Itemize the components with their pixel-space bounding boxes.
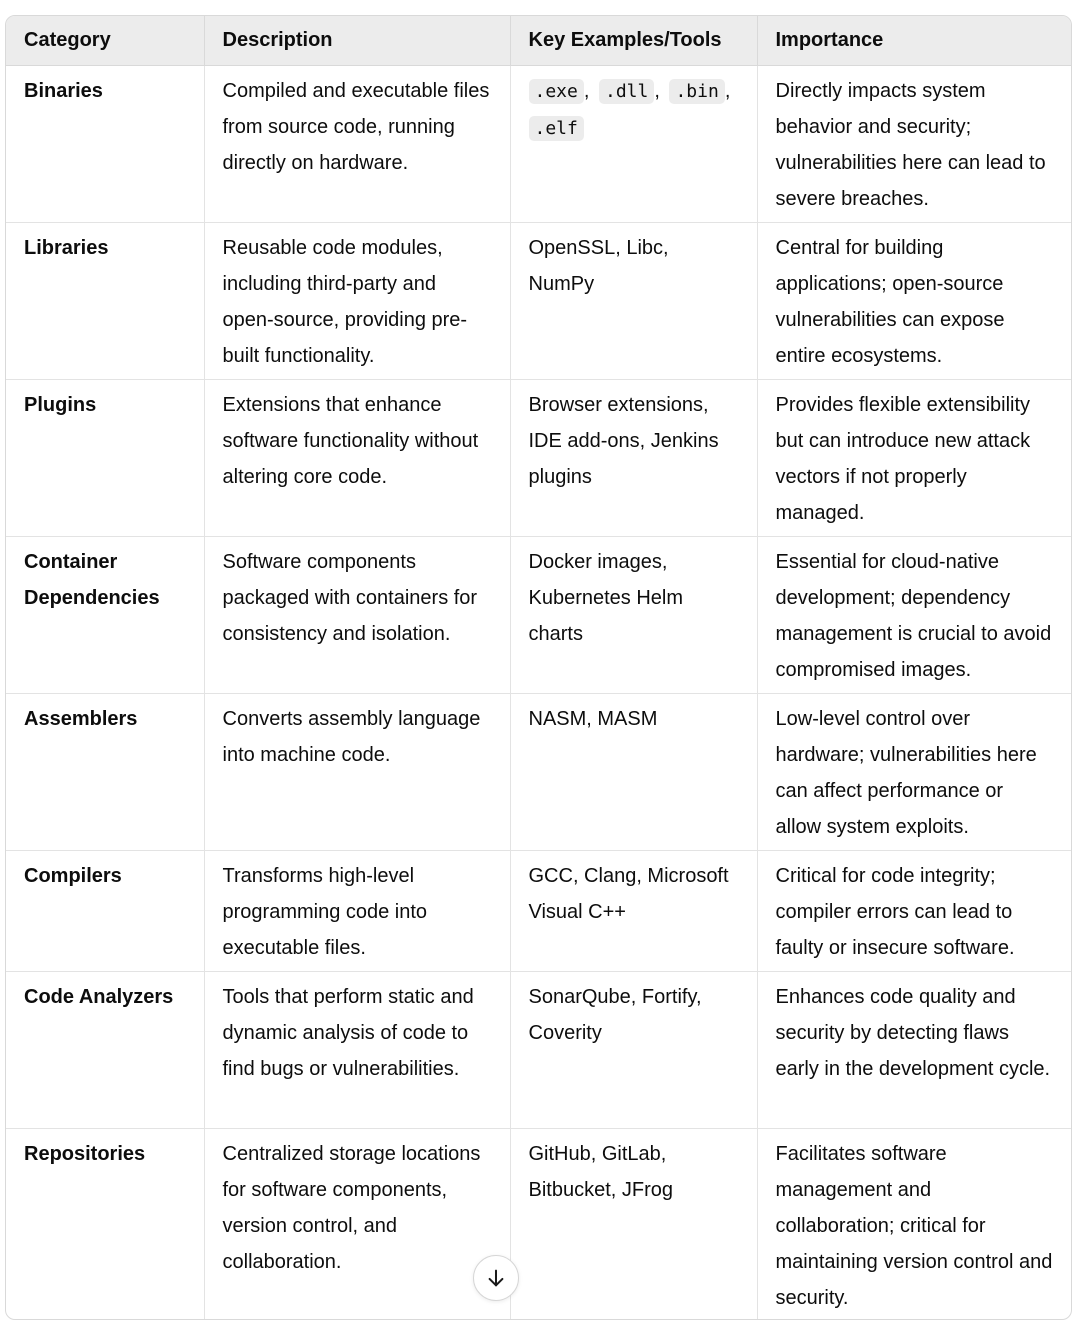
code-exe: .exe bbox=[529, 79, 584, 104]
cell-description: Compiled and executable files from source code, running directly on hardware. bbox=[204, 65, 510, 222]
cell-description: Reusable code modules, including third-party and open-source, providing pre-built functionality. bbox=[204, 222, 510, 379]
cell-examples: SonarQube, Fortify, Coverity bbox=[510, 971, 757, 1128]
cell-examples: OpenSSL, Libc, NumPy bbox=[510, 222, 757, 379]
table-row-compilers bbox=[6, 850, 1071, 971]
cell-examples: NASM, MASM bbox=[510, 693, 757, 850]
cell-category: Container Dependencies bbox=[6, 536, 204, 693]
cell-category: Assemblers bbox=[6, 693, 204, 850]
cell-examples: Docker images, Kubernetes Helm charts bbox=[510, 536, 757, 693]
cell-examples: Browser extensions, IDE add-ons, Jenkins plugins bbox=[510, 379, 757, 536]
cell-description: Converts assembly language into machine code. bbox=[204, 693, 510, 850]
cell-category: Compilers bbox=[6, 850, 204, 971]
cell-examples: GitHub, GitLab, Bitbucket, JFrog bbox=[510, 1128, 757, 1320]
scroll-to-bottom-button[interactable] bbox=[473, 1255, 519, 1301]
cell-examples bbox=[510, 65, 757, 222]
cell-category: Code Analyzers bbox=[6, 971, 204, 1128]
cell-importance: Enhances code quality and security by detecting flaws early in the development cycle. bbox=[757, 971, 1071, 1128]
cell-importance: Low-level control over hardware; vulnerabilities here can affect performance or allow system exploits. bbox=[757, 693, 1071, 850]
cell-importance: Essential for cloud-native development; dependency management is crucial to avoid compromised images. bbox=[757, 536, 1071, 693]
code-dll: .dll bbox=[599, 79, 654, 104]
code-bin: .bin bbox=[669, 79, 724, 104]
cell-importance: Directly impacts system behavior and security; vulnerabilities here can lead to severe breaches. bbox=[757, 65, 1071, 222]
data-table bbox=[6, 16, 1071, 1320]
cell-importance: Facilitates software management and collaboration; critical for maintaining version control and security. bbox=[775, 1142, 1053, 1309]
cell-description: Software components packaged with containers for consistency and isolation. bbox=[204, 536, 510, 693]
header-category: Category bbox=[6, 16, 204, 65]
table-row-container-dependencies bbox=[6, 536, 1071, 693]
header-importance: Importance bbox=[757, 16, 1071, 65]
header-examples: Key Examples/Tools bbox=[510, 16, 757, 65]
table-header-row bbox=[6, 16, 1071, 65]
cell-description: Extensions that enhance software functionality without altering core code. bbox=[204, 379, 510, 536]
cell-category: Binaries bbox=[6, 65, 204, 222]
table-row-binaries bbox=[6, 65, 1071, 222]
code-elf: .elf bbox=[529, 116, 584, 141]
cell-importance: Critical for code integrity; compiler errors can lead to faulty or insecure software. bbox=[757, 850, 1071, 971]
code-separator: , bbox=[583, 79, 590, 102]
cell-category: Libraries bbox=[6, 222, 204, 379]
table-row-libraries bbox=[6, 222, 1071, 379]
cell-description: Transforms high-level programming code into executable files. bbox=[204, 850, 510, 971]
cell-category: Plugins bbox=[6, 379, 204, 536]
header-description: Description bbox=[204, 16, 510, 65]
cell-description: Centralized storage locations for software components, version control, and collaboration. bbox=[204, 1128, 510, 1320]
code-separator: , bbox=[654, 79, 660, 102]
cell-importance: Central for building applications; open-source vulnerabilities can expose entire ecosystems. bbox=[757, 222, 1071, 379]
cell-description: Tools that perform static and dynamic analysis of code to find bugs or vulnerabilities. bbox=[204, 971, 510, 1128]
table-row-code-analyzers bbox=[6, 971, 1071, 1128]
table-row-assemblers bbox=[6, 693, 1071, 850]
cell-examples: GCC, Clang, Microsoft Visual C++ bbox=[510, 850, 757, 971]
data-table-container bbox=[5, 15, 1072, 1320]
table-row-plugins bbox=[6, 379, 1071, 536]
arrow-down-icon bbox=[485, 1267, 507, 1289]
cell-category: Repositories bbox=[6, 1128, 204, 1320]
table-row-repositories bbox=[6, 1128, 1071, 1320]
code-separator: , bbox=[724, 79, 731, 102]
cell-importance: Provides flexible extensibility but can introduce new attack vectors if not properly managed. bbox=[757, 379, 1071, 536]
